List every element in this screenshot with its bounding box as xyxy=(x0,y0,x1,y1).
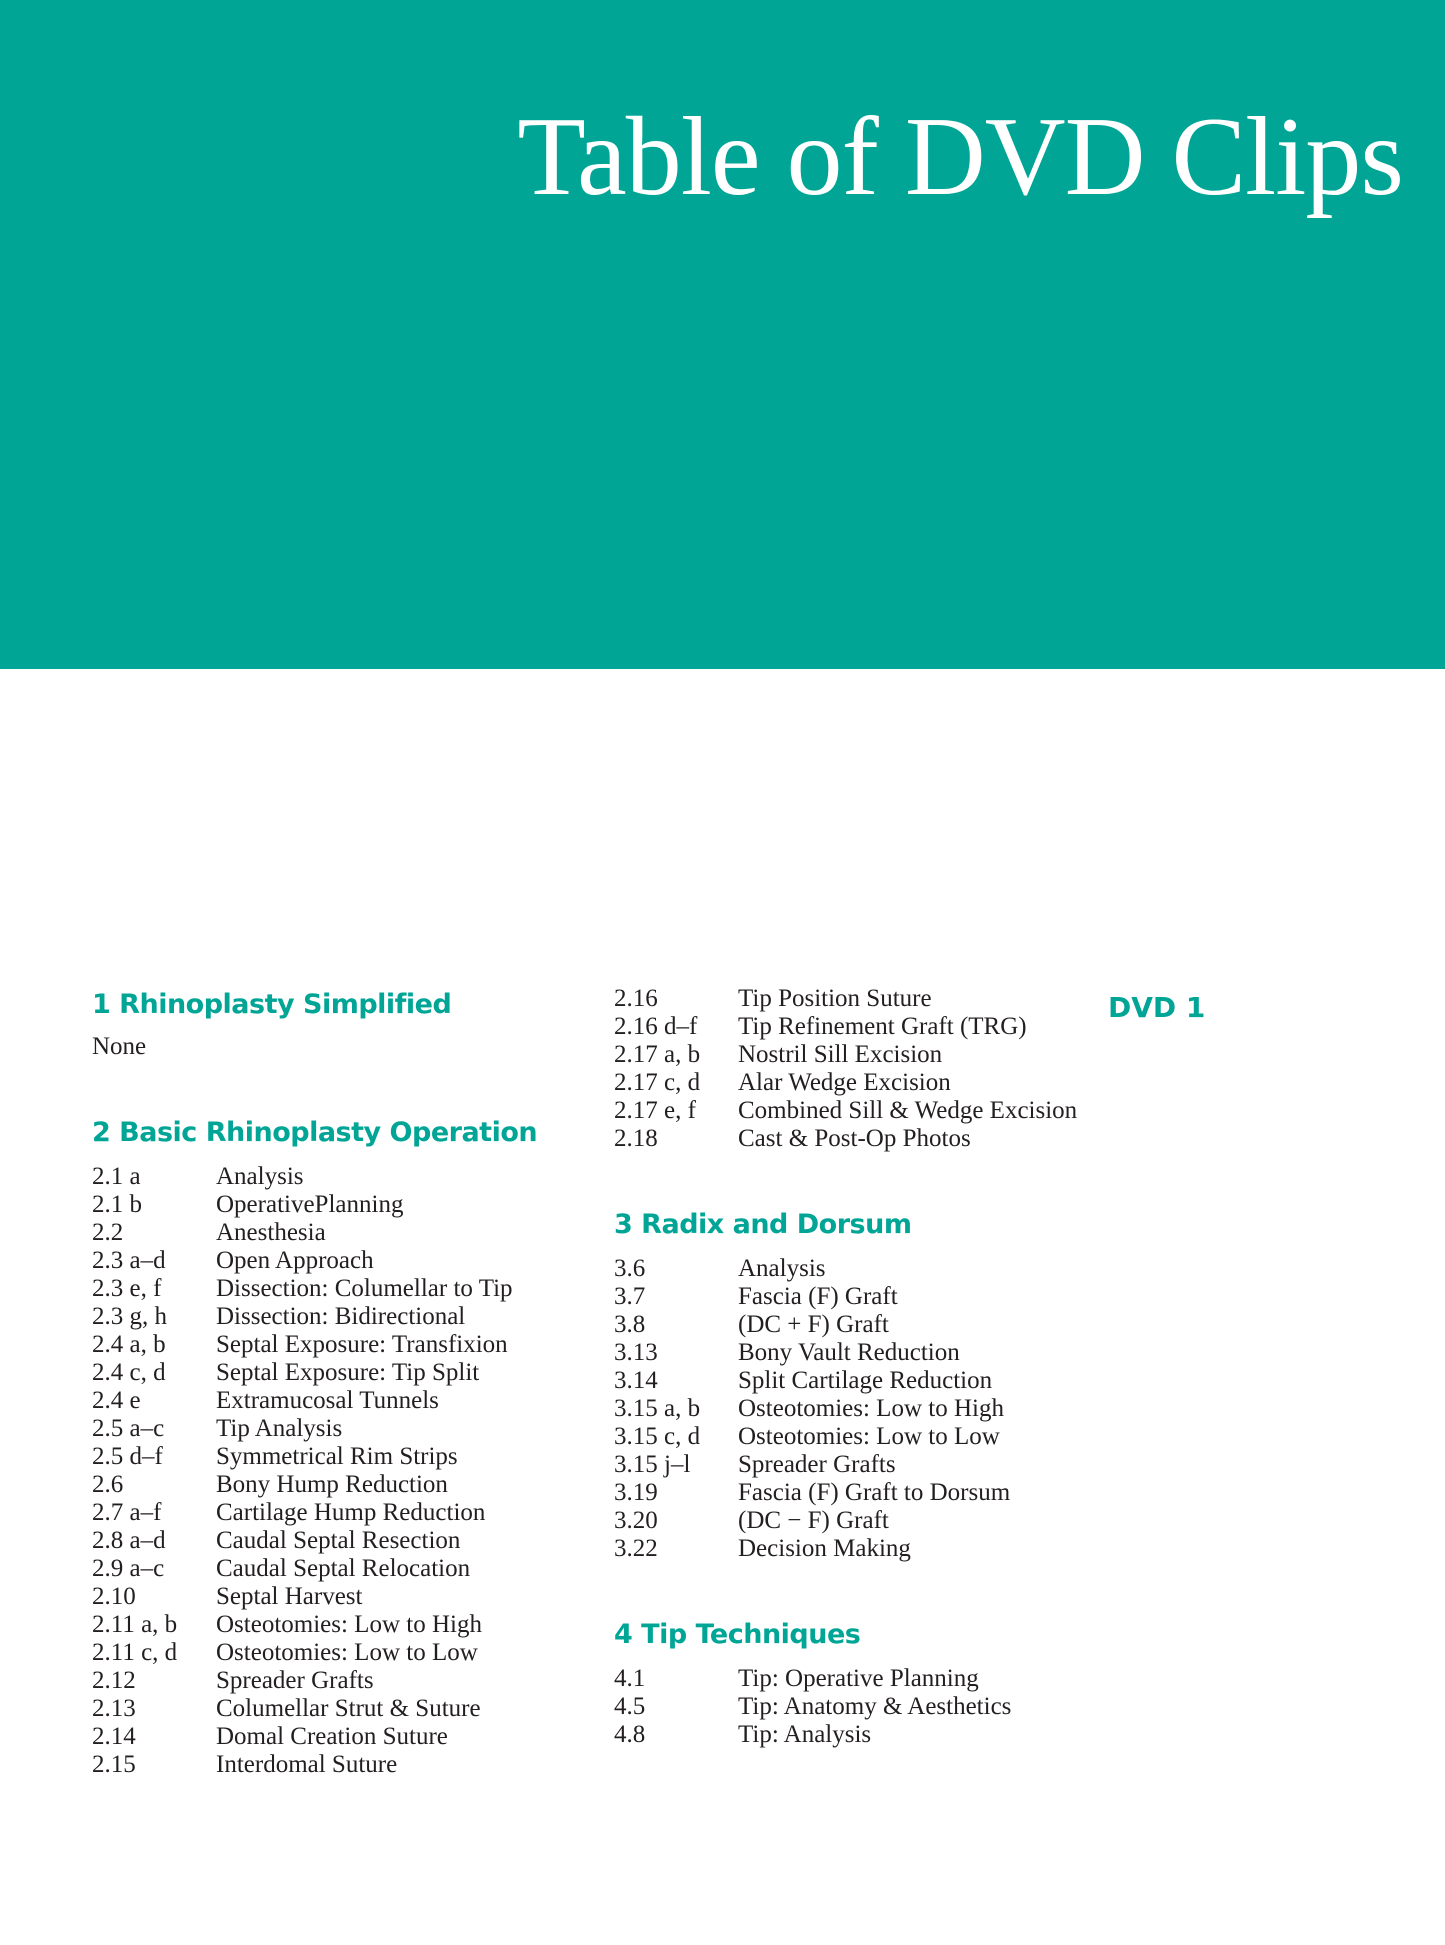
clip-number: 3.14 xyxy=(614,1367,658,1394)
contents-column-right xyxy=(614,985,1114,1749)
clip-title: Analysis xyxy=(738,1255,826,1282)
section-2-continued-list xyxy=(614,985,1114,1153)
dvd-label: DVD 1 xyxy=(1108,991,1206,1024)
clip-title: Dissection: Columellar to Tip xyxy=(216,1275,513,1302)
clip-entry xyxy=(614,1013,1114,1041)
clip-title: OperativePlanning xyxy=(216,1191,404,1218)
clip-title: Interdomal Suture xyxy=(216,1751,398,1778)
clip-entry xyxy=(92,1611,592,1639)
clip-entry xyxy=(92,1471,592,1499)
clip-title: Tip: Operative Planning xyxy=(738,1665,979,1692)
clip-entry xyxy=(92,1583,592,1611)
clip-title: Tip: Anatomy & Aesthetics xyxy=(738,1693,1012,1720)
clip-entry xyxy=(92,1163,592,1191)
clip-title: Fascia (F) Graft xyxy=(738,1283,898,1310)
clip-number: 2.16 d–f xyxy=(614,1013,698,1040)
clip-entry xyxy=(614,1367,1114,1395)
clip-number: 2.14 xyxy=(92,1723,136,1750)
clip-title: Alar Wedge Excision xyxy=(738,1069,951,1096)
clip-title: Bony Hump Reduction xyxy=(216,1471,448,1498)
clip-title: Tip Refinement Graft (TRG) xyxy=(738,1013,1027,1040)
clip-entry xyxy=(92,1247,592,1275)
clip-title: Extramucosal Tunnels xyxy=(216,1387,439,1414)
clip-title: Decision Making xyxy=(738,1535,911,1562)
clip-title: Symmetrical Rim Strips xyxy=(216,1443,458,1470)
clip-entry xyxy=(92,1219,592,1247)
contents-column-left xyxy=(92,985,592,1779)
clip-entry xyxy=(92,1303,592,1331)
clip-number: 2.17 a, b xyxy=(614,1041,701,1068)
clip-number: 2.17 c, d xyxy=(614,1069,701,1096)
clip-entry xyxy=(614,985,1114,1013)
clip-title: Tip Position Suture xyxy=(738,985,932,1012)
clip-number: 2.10 xyxy=(92,1583,136,1610)
section-heading-2: 2 Basic Rhinoplasty Operation xyxy=(92,1117,538,1148)
clip-entry xyxy=(92,1415,592,1443)
clip-title: Open Approach xyxy=(216,1247,374,1274)
clip-title: Analysis xyxy=(216,1163,304,1190)
clip-title: Split Cartilage Reduction xyxy=(738,1367,993,1394)
clip-entry xyxy=(614,1069,1114,1097)
section-heading-3: 3 Radix and Dorsum xyxy=(614,1209,912,1240)
clip-entry xyxy=(92,1443,592,1471)
clip-title: Anesthesia xyxy=(216,1219,326,1246)
clip-entry xyxy=(614,1283,1114,1311)
section-2-list xyxy=(92,1163,592,1779)
page-title: Table of DVD Clips xyxy=(517,95,1403,219)
clip-title: Septal Harvest xyxy=(216,1583,363,1610)
clip-title: Caudal Septal Resection xyxy=(216,1527,461,1554)
clip-number: 4.5 xyxy=(614,1693,646,1720)
section-heading-1: 1 Rhinoplasty Simplified xyxy=(92,989,452,1020)
section-1-note: None xyxy=(92,1033,147,1060)
clip-number: 2.6 xyxy=(92,1471,124,1498)
clip-entry xyxy=(92,1359,592,1387)
clip-number: 2.3 g, h xyxy=(92,1303,167,1330)
clip-number: 3.19 xyxy=(614,1479,658,1506)
clip-title: Osteotomies: Low to High xyxy=(738,1395,1004,1422)
clip-number: 3.15 c, d xyxy=(614,1423,701,1450)
clip-number: 3.20 xyxy=(614,1507,658,1534)
clip-number: 3.15 a, b xyxy=(614,1395,701,1422)
clip-entry xyxy=(614,1451,1114,1479)
clip-title: Caudal Septal Relocation xyxy=(216,1555,471,1582)
clip-title: Fascia (F) Graft to Dorsum xyxy=(738,1479,1011,1506)
clip-entry xyxy=(92,1387,592,1415)
clip-number: 2.3 a–d xyxy=(92,1247,166,1274)
clip-title: Tip Analysis xyxy=(216,1415,343,1442)
clip-title: Bony Vault Reduction xyxy=(738,1339,960,1366)
clip-title: Spreader Grafts xyxy=(216,1667,374,1694)
clip-entry xyxy=(614,1311,1114,1339)
clip-number: 2.1 a xyxy=(92,1163,141,1190)
clip-number: 4.8 xyxy=(614,1721,646,1748)
clip-title: Nostril Sill Excision xyxy=(738,1041,943,1068)
clip-title: Septal Exposure: Tip Split xyxy=(216,1359,480,1386)
clip-number: 2.1 b xyxy=(92,1191,142,1218)
clip-number: 2.9 a–c xyxy=(92,1555,165,1582)
clip-entry xyxy=(614,1395,1114,1423)
clip-entry xyxy=(614,1721,1114,1749)
clip-title: Spreader Grafts xyxy=(738,1451,896,1478)
clip-number: 2.4 c, d xyxy=(92,1359,166,1386)
clip-number: 2.12 xyxy=(92,1667,136,1694)
clip-entry xyxy=(92,1639,592,1667)
clip-number: 2.16 xyxy=(614,985,658,1012)
clip-title: Cast & Post-Op Photos xyxy=(738,1125,971,1152)
clip-entry xyxy=(92,1331,592,1359)
clip-number: 3.6 xyxy=(614,1255,646,1282)
clip-number: 2.2 xyxy=(92,1219,124,1246)
clip-entry xyxy=(92,1695,592,1723)
clip-title: Columellar Strut & Suture xyxy=(216,1695,481,1722)
clip-entry xyxy=(92,1751,592,1779)
clip-entry xyxy=(92,1667,592,1695)
clip-number: 2.7 a–f xyxy=(92,1499,162,1526)
clip-entry xyxy=(92,1723,592,1751)
clip-number: 2.3 e, f xyxy=(92,1275,162,1302)
clip-number: 2.5 d–f xyxy=(92,1443,163,1470)
clip-number: 2.18 xyxy=(614,1125,658,1152)
clip-entry xyxy=(614,1339,1114,1367)
clip-title: Osteotomies: Low to Low xyxy=(216,1639,478,1666)
clip-title: Tip: Analysis xyxy=(738,1721,872,1748)
clip-entry xyxy=(614,1535,1114,1563)
clip-number: 4.1 xyxy=(614,1665,646,1692)
clip-number: 2.13 xyxy=(92,1695,136,1722)
clip-title: Osteotomies: Low to Low xyxy=(738,1423,1000,1450)
clip-number: 2.4 a, b xyxy=(92,1331,166,1358)
clip-entry xyxy=(92,1527,592,1555)
clip-number: 3.7 xyxy=(614,1283,646,1310)
clip-title: Combined Sill & Wedge Excision xyxy=(738,1097,1078,1124)
clip-number: 3.15 j–l xyxy=(614,1451,691,1478)
clip-number: 2.5 a–c xyxy=(92,1415,165,1442)
section-4-list xyxy=(614,1665,1114,1749)
clip-entry xyxy=(614,1125,1114,1153)
clip-entry xyxy=(614,1097,1114,1125)
clip-entry xyxy=(614,1693,1114,1721)
clip-entry xyxy=(92,1275,592,1303)
clip-title: Dissection: Bidirectional xyxy=(216,1303,466,1330)
clip-number: 2.17 e, f xyxy=(614,1097,696,1124)
section-3-list xyxy=(614,1255,1114,1563)
clip-title: (DC − F) Graft xyxy=(738,1507,889,1534)
clip-number: 2.11 a, b xyxy=(92,1611,178,1638)
section-heading-4: 4 Tip Techniques xyxy=(614,1619,861,1650)
clip-number: 3.8 xyxy=(614,1311,646,1338)
clip-title: Osteotomies: Low to High xyxy=(216,1611,482,1638)
clip-entry xyxy=(92,1555,592,1583)
clip-number: 3.22 xyxy=(614,1535,658,1562)
clip-number: 2.11 c, d xyxy=(92,1639,178,1666)
clip-entry xyxy=(614,1423,1114,1451)
clip-entry xyxy=(614,1255,1114,1283)
clip-entry xyxy=(614,1479,1114,1507)
header-banner xyxy=(0,0,1445,669)
clip-title: Septal Exposure: Transfixion xyxy=(216,1331,508,1358)
clip-entry xyxy=(614,1507,1114,1535)
clip-entry xyxy=(614,1665,1114,1693)
clip-title: Cartilage Hump Reduction xyxy=(216,1499,486,1526)
clip-title: Domal Creation Suture xyxy=(216,1723,448,1750)
clip-number: 2.15 xyxy=(92,1751,136,1778)
clip-entry xyxy=(92,1499,592,1527)
clip-number: 2.8 a–d xyxy=(92,1527,166,1554)
clip-entry xyxy=(614,1041,1114,1069)
clip-number: 2.4 e xyxy=(92,1387,141,1414)
clip-number: 3.13 xyxy=(614,1339,658,1366)
clip-entry xyxy=(92,1191,592,1219)
clip-title: (DC + F) Graft xyxy=(738,1311,889,1338)
